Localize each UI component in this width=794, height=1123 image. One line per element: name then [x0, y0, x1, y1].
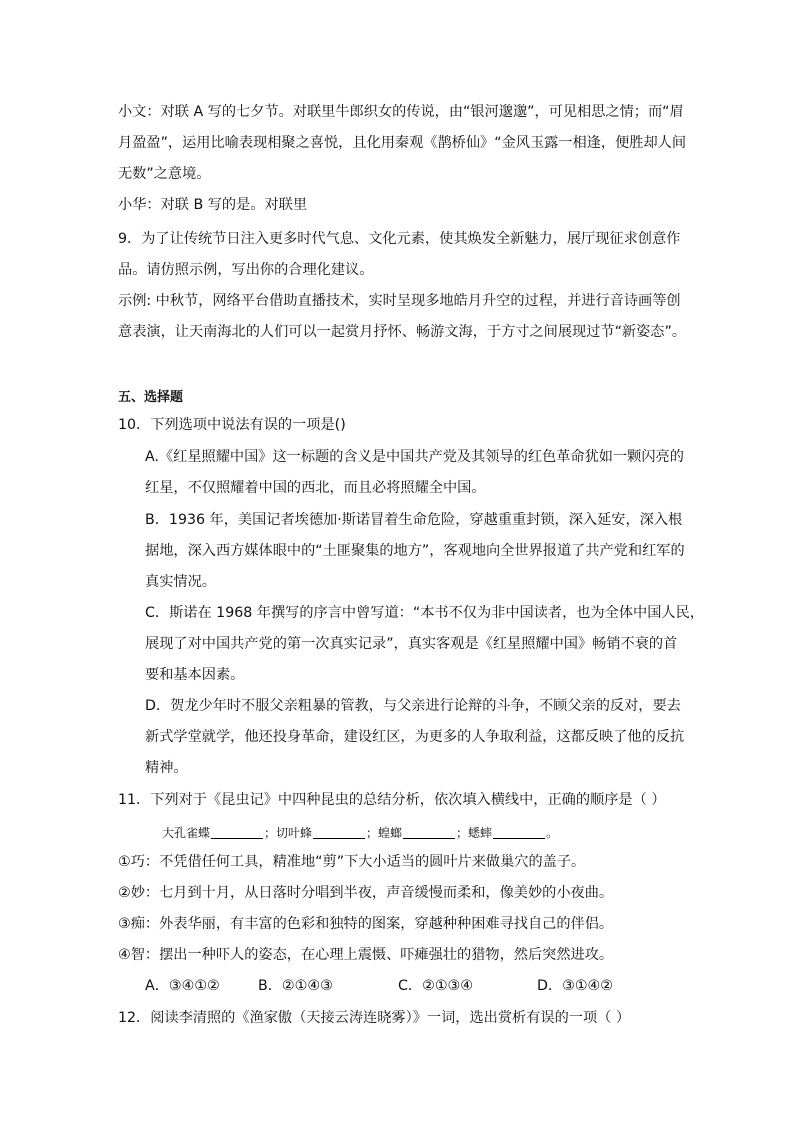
question-9-line-2: 品。请仿照示例，写出你的合理化建议。	[118, 262, 374, 278]
question-10: 10．下列选项中说法有误的一项是()	[118, 417, 346, 433]
xiaowen-line-3: 无数”之意境。	[118, 166, 211, 182]
question-11-item-2: ②妙：七月到十月，从日落时分唱到半夜，声音缓慢而柔和，像美妙的小夜曲。	[118, 885, 614, 901]
question-11-item-3: ③痴：外表华丽，有丰富的色彩和独特的图案，穿越种种困难寻找自己的伴侣。	[118, 916, 614, 932]
question-11-blanks	[162, 824, 558, 842]
example-line-2: 意表演，让天南海北的人们可以一起赏月抒怀、畅游文海，于方寸之间展现过节“新姿态”。	[118, 324, 687, 340]
blank-label-4: ；蟋蟀	[456, 826, 493, 840]
question-11-item-4: ④智：摆出一种吓人的姿态，在心理上震慑、吓瘫强壮的猎物，然后突然进攻。	[118, 947, 614, 963]
blank-end: 。	[546, 826, 559, 840]
question-10-option-c-line-3: 要和基本因素。	[145, 667, 245, 683]
answer-blank	[211, 825, 263, 839]
question-9-line-1: 9．为了让传统节日注入更多时代气息、文化元素，使其焕发全新魅力，展厅现征求创意作	[118, 231, 681, 247]
question-10-option-a-line-1: A.《红星照耀中国》这一标题的含义是中国共产党及其领导的红色革命犹如一颗闪亮的	[145, 449, 684, 465]
question-10-option-b-line-3: 真实情况。	[145, 574, 216, 590]
blank-label-2: ；切叶蜂	[264, 826, 313, 840]
question-11: 11．下列对于《昆虫记》中四种昆虫的总结分析，依次填入横线中，正确的顺序是（ ）	[118, 792, 666, 808]
answer-blank	[403, 825, 455, 839]
blank-label-3: ；蝗螂	[366, 826, 403, 840]
question-10-option-d-line-2: 新式学堂就学，他还投身革命，建设红区，为更多的人争取利益，这都反映了他的反抗	[145, 729, 685, 745]
question-11-item-1: ①巧：不凭借任何工具，精准地“剪”下大小适当的圆叶片来做巢穴的盖子。	[118, 854, 586, 870]
question-11-option-c: C．②①③④	[398, 978, 473, 994]
example-line-1: 示例: 中秋节，网络平台借助直播技术，实时呈现多地皓月升空的过程，并进行音诗画等创	[118, 293, 681, 309]
question-10-option-d-line-3: 精神。	[145, 760, 188, 776]
xiaowen-line-2: 月盈盈”，运用比喻表现相聚之喜悦，且化用秦观《鹊桥仙》“金风玉露一相逢，便胜却人间	[118, 135, 687, 151]
question-12: 12．阅读李清照的《渔家傲（天接云涛连晓雾）》一词，选出赏析有误的一项（ ）	[118, 1010, 631, 1026]
question-11-option-d: D．③①④②	[537, 978, 613, 994]
section-title: 五、选择题	[118, 390, 184, 405]
xiaowen-line-1: 小文：对联 A 写的七夕节。对联里牛郎织女的传说，由“银河邈邈”，可见相思之情；而“眉	[118, 104, 684, 120]
xiaohua-line: 小华：对联 B 写的是。对联里	[118, 197, 308, 213]
question-11-option-a: A．③④①②	[145, 978, 220, 994]
question-10-option-b-line-1: B．1936 年，美国记者埃德加·斯诺冒着生命危险，穿越重重封锁，深入延安，深入根	[145, 512, 683, 528]
question-10-option-a-line-2: 红星，不仅照耀着中国的西北，而且必将照耀全中国。	[145, 480, 486, 496]
blank-label-1: 大孔雀蝶	[162, 826, 211, 840]
question-10-option-c-line-1: C．斯诺在 1968 年撰写的序言中曾写道：“本书不仅为非中国读者，也为全体中国人民，	[145, 605, 704, 621]
question-10-option-d-line-1: D．贺龙少年时不服父亲粗暴的管教，与父亲进行论辩的斗争，不顾父亲的反对，要去	[145, 698, 681, 714]
answer-blank	[313, 825, 365, 839]
question-10-option-b-line-2: 据地，深入西方媒体眼中的“土匪聚集的地方”，客观地向全世界报道了共产党和红军的	[145, 543, 685, 559]
answer-blank	[493, 825, 545, 839]
question-10-option-c-line-2: 展现了对中国共产党的第一次真实记录”，真实客观是《红星照耀中国》畅销不衰的首	[145, 636, 678, 652]
question-11-option-b: B．②①④③	[258, 978, 333, 994]
